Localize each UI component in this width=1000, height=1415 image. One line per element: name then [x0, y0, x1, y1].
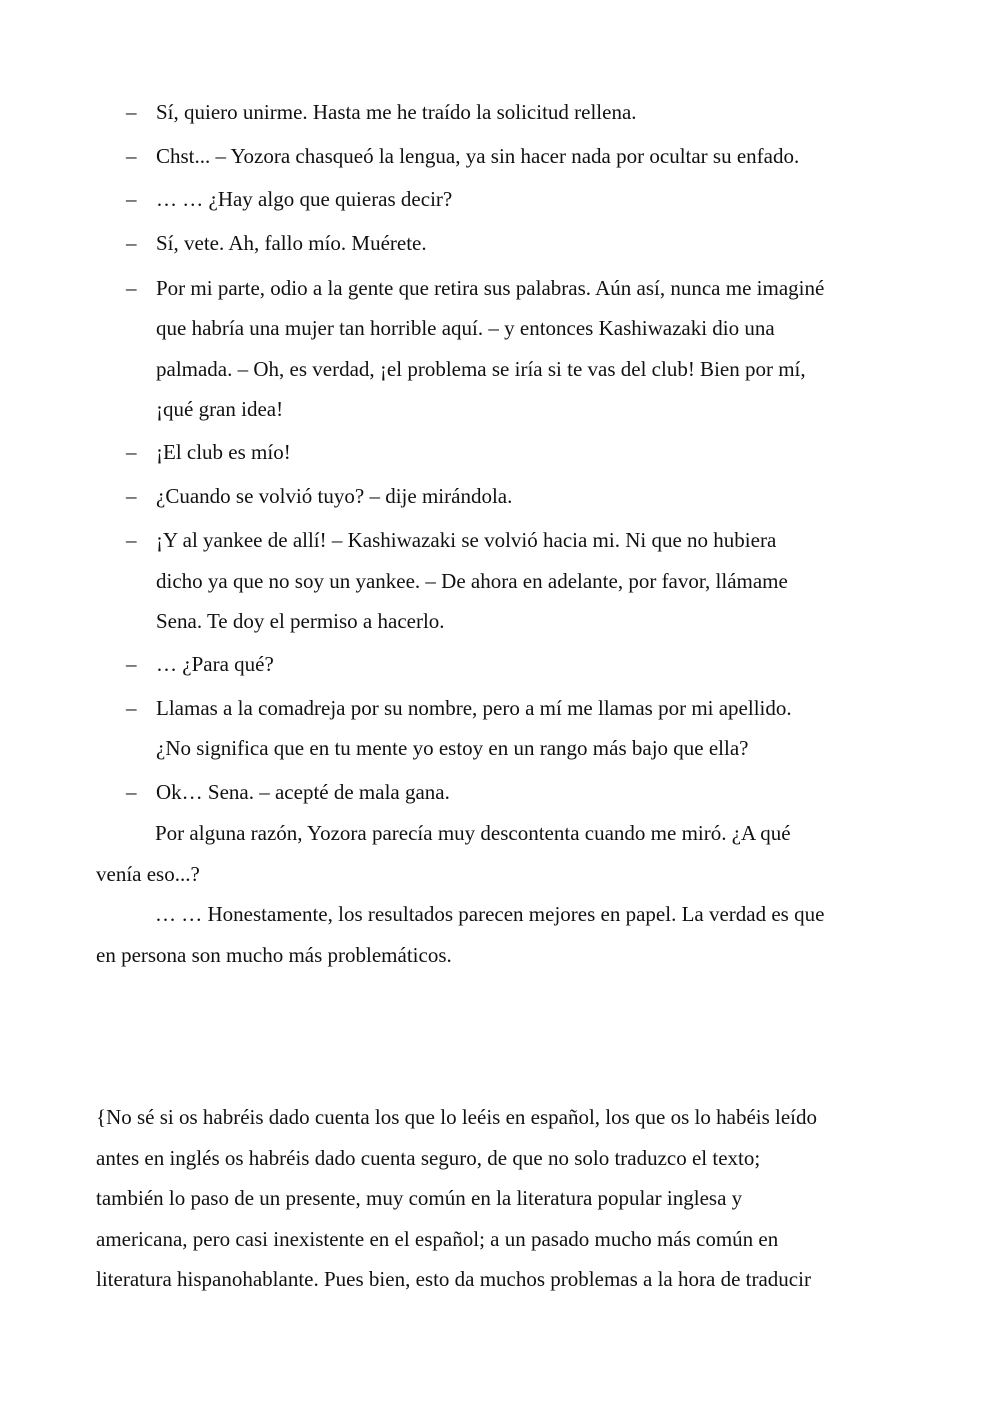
- dialogue-line: dicho ya que no soy un yankee. – De ahora en adelante, por favor, llámame: [156, 569, 788, 593]
- dialogue-dash: –: [126, 484, 137, 508]
- dialogue-line: Chst... – Yozora chasqueó la lengua, ya sin hacer nada por ocultar su enfado.: [156, 144, 800, 168]
- narration-line: en persona son mucho más problemáticos.: [96, 943, 452, 967]
- dialogue-dash: –: [126, 528, 137, 552]
- dialogue-dash: –: [126, 100, 137, 124]
- dialogue-line: ¡Y al yankee de allí! – Kashiwazaki se volvió hacia mi. Ni que no hubiera: [156, 528, 777, 552]
- dialogue-line: Sena. Te doy el permiso a hacerlo.: [156, 609, 445, 633]
- dialogue-line: Sí, vete. Ah, fallo mío. Muérete.: [156, 231, 427, 255]
- dialogue-line: que habría una mujer tan horrible aquí. – y entonces Kashiwazaki dio una: [156, 316, 775, 340]
- note-line: literatura hispanohablante. Pues bien, esto da muchos problemas a la hora de traducir: [96, 1267, 811, 1291]
- dialogue-dash: –: [126, 652, 137, 676]
- dialogue-line: ¡El club es mío!: [156, 440, 291, 464]
- dialogue-line: Llamas a la comadreja por su nombre, pero a mí me llamas por mi apellido.: [156, 696, 792, 720]
- note-line: antes en inglés os habréis dado cuenta seguro, de que no solo traduzco el texto;: [96, 1146, 761, 1170]
- narration-line: venía eso...?: [96, 862, 200, 886]
- dialogue-dash: –: [126, 440, 137, 464]
- dialogue-line: ¿Cuando se volvió tuyo? – dije mirándola.: [156, 484, 513, 508]
- narration-line: Por alguna razón, Yozora parecía muy descontenta cuando me miró. ¿A qué: [155, 821, 791, 845]
- note-line: americana, pero casi inexistente en el español; a un pasado mucho más común en: [96, 1227, 779, 1251]
- dialogue-line: palmada. – Oh, es verdad, ¡el problema se iría si te vas del club! Bien por mí,: [156, 357, 806, 381]
- dialogue-line: ¡qué gran idea!: [156, 397, 284, 421]
- dialogue-line: Sí, quiero unirme. Hasta me he traído la solicitud rellena.: [156, 100, 637, 124]
- dialogue-dash: –: [126, 231, 137, 255]
- dialogue-line: … ¿Para qué?: [156, 652, 274, 676]
- dialogue-line: … … ¿Hay algo que quieras decir?: [156, 187, 453, 211]
- dialogue-line: ¿No significa que en tu mente yo estoy en un rango más bajo que ella?: [156, 736, 749, 760]
- dialogue-line: Por mi parte, odio a la gente que retira sus palabras. Aún así, nunca me imaginé: [156, 276, 825, 300]
- note-line: {No sé si os habréis dado cuenta los que lo leéis en español, los que os lo habéis leído: [96, 1105, 818, 1129]
- dialogue-dash: –: [126, 276, 137, 300]
- narration-line: … … Honestamente, los resultados parecen mejores en papel. La verdad es que: [155, 902, 825, 926]
- dialogue-dash: –: [126, 696, 137, 720]
- note-line: también lo paso de un presente, muy común en la literatura popular inglesa y: [96, 1186, 743, 1210]
- dialogue-dash: –: [126, 187, 137, 211]
- dialogue-line: Ok… Sena. – acepté de mala gana.: [156, 780, 450, 804]
- dialogue-dash: –: [126, 144, 137, 168]
- dialogue-dash: –: [126, 780, 137, 804]
